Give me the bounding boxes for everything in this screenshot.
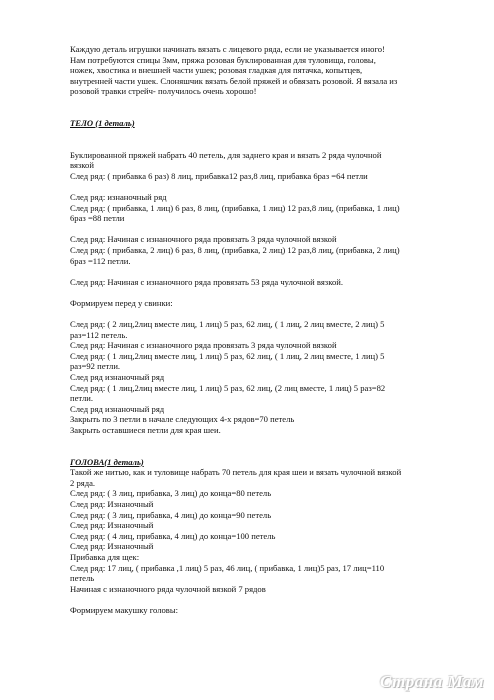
document-page xyxy=(70,44,472,616)
section-heading-body: ТЕЛО (1 деталь) xyxy=(70,117,135,128)
text-line: розовой травки стрейч- получилось очень хорошо! xyxy=(70,86,257,97)
text-line: петли. xyxy=(70,393,93,404)
text-line: Закрыть оставшиеся петли для края шеи. xyxy=(70,425,221,435)
text-line: След ряд: ( 1 лиц,2лиц вместе лиц, 1 лиц) 5 раз, 62 лиц, (2 лиц вместе, 1 лиц) 5 раз=82 xyxy=(70,382,386,393)
text-line: След ряд: Изнаночный xyxy=(70,541,154,552)
text-line: След ряд изнаночный ряд xyxy=(70,372,165,383)
text-line: 6раз =88 петли xyxy=(70,213,125,224)
text-line: 6раз =112 петли. xyxy=(70,255,131,266)
text-line: раз=92 петли. xyxy=(70,361,121,372)
text-line: След ряд: ( 1 лиц,2лиц вместе лиц, 1 лиц) 5 раз, 62 лиц, ( 1 лиц, 2 лиц вместе, 1 лиц) 5 xyxy=(70,350,385,361)
text-line: След ряд: ( 4 лиц, прибавка, 4 лиц) до конца=100 петель xyxy=(70,530,276,541)
text-line: След ряд: ( 3 лиц, прибавка, 3 лиц) до конца=80 петель xyxy=(70,488,272,499)
text-line: Закрыть по 3 петли в начале следующих 4-х рядов=70 петель xyxy=(70,414,295,425)
text-line: Начиная с изнаночного ряда чулочной вязкой 7 рядов xyxy=(70,583,266,594)
text-line: След ряд: Начиная с изнаночного ряда провязать 3 ряда чулочной вязкой xyxy=(70,340,337,351)
text-line: Прибавка для щек: xyxy=(70,551,140,562)
text-line: внутренней части ушек. Слоняшчик вязать белой пряжей и обвязать розовой. Я вязала из xyxy=(70,75,398,86)
text-line: Формируем перед у свинки: xyxy=(70,297,173,308)
text-line: След ряд: ( прибавка, 1 лиц) 6 раз, 8 лиц, (прибавка, 1 лиц) 12 раз,8 лиц, (прибавка, 1 лиц) xyxy=(70,202,400,213)
text-line: След ряд: ( 2 лиц,2лиц вместе лиц, 1 лиц) 5 раз, 62 лиц, ( 1 лиц, 2 лиц вместе, 2 лиц) 5 xyxy=(70,319,385,330)
text-line: След ряд: ( прибавка 6 раз) 8 лиц, прибавка12 раз,8 лиц, прибавка 6раз =64 петли xyxy=(70,170,368,181)
text-line: След ряд: ( 3 лиц, прибавка, 4 лиц) до конца=90 петель xyxy=(70,509,272,520)
text-line: 2 ряда. xyxy=(70,477,96,488)
text-line: След ряд: ( прибавка, 2 лиц) 6 раз, 8 лиц, (прибавка, 2 лиц) 12 раз,8 лиц, (прибавка, 2 лиц) xyxy=(70,244,400,255)
text-line: Буклированной пряжей набрать 40 петель, для заднего края и вязать 2 ряда чулочной xyxy=(70,149,382,160)
text-line: Такой же нитью, как и туловище набрать 70 петель для края шеи и вязать чулочной вязкой xyxy=(70,467,402,478)
text-line: След ряд: Начиная с изнаночного ряда провязать 3 ряда чулочной вязкой xyxy=(70,234,337,245)
text-line: Нам потребуются спицы 3мм, пряжа розовая буклированная для туловища, головы, xyxy=(70,54,376,65)
text-line: След ряд: 17 лиц, ( прибавка ,1 лиц) 5 раз, 46 лиц, ( прибавка, 1 лиц)5 раз, 17 лиц=110 xyxy=(70,562,385,573)
text-line: петель xyxy=(70,573,95,584)
body-section-instructions xyxy=(70,150,472,436)
text-line: След ряд: Изнаночный xyxy=(70,498,154,509)
text-line: вязкой xyxy=(70,160,94,171)
head-section-instructions xyxy=(70,467,472,594)
text-line: раз=112 петель. xyxy=(70,329,128,340)
text-line: След ряд: Изнаночный xyxy=(70,520,154,531)
head-closing-line: Формируем макушку головы: xyxy=(70,604,179,615)
text-line: След ряд изнаночный ряд xyxy=(70,403,165,414)
text-line: ножек, хвостика и внешней части ушек; розовая гладкая для пятачка, копытцев, xyxy=(70,65,363,76)
text-line: След ряд: Начиная с изнаночного ряда провязать 53 ряда чулочной вязкой. xyxy=(70,276,343,287)
section-heading-head: ГОЛОВА(1 деталь) xyxy=(70,456,144,467)
text-line: Каждую деталь игрушки начинать вязать с лицевого ряда, если не указывается иного! xyxy=(70,44,385,54)
text-line: След ряд: изнаночный ряд xyxy=(70,191,167,202)
intro-paragraph xyxy=(70,44,472,97)
site-watermark-logo: Страна Мам xyxy=(379,672,484,691)
